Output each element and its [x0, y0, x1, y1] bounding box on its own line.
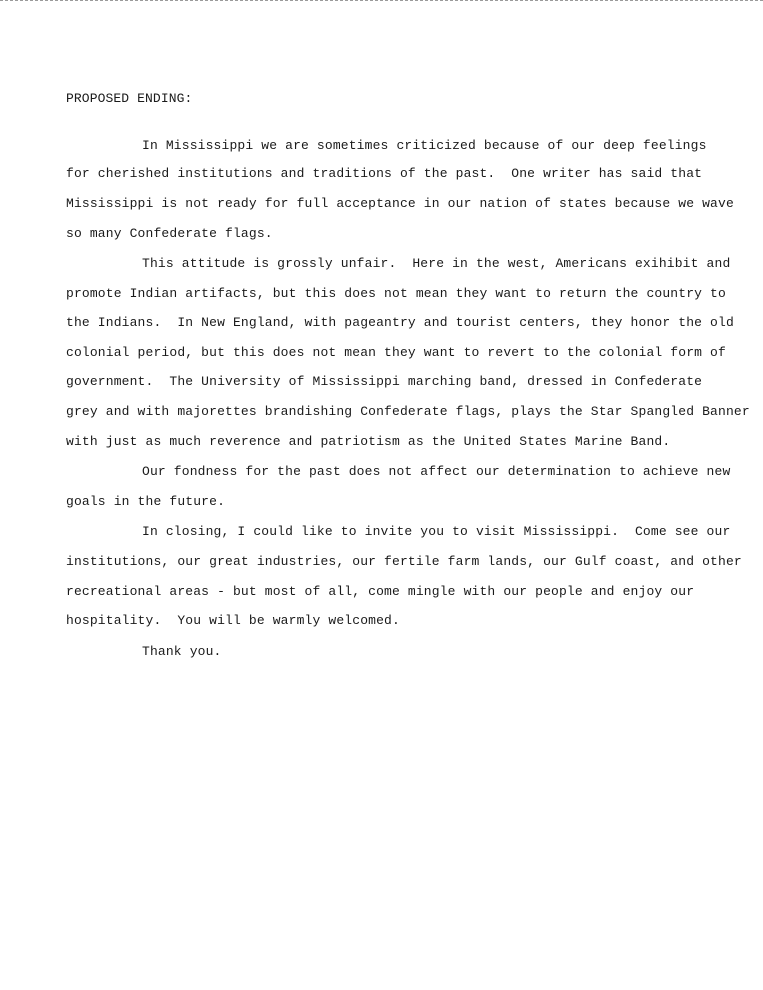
paragraph-2-line-6: grey and with majorettes brandishing Confederate flags, plays the Star Spangled Banner	[66, 404, 750, 419]
paragraph-2-line-4: colonial period, but this does not mean they want to revert to the colonial form of	[66, 345, 726, 360]
paragraph-4-line-4: hospitality. You will be warmly welcomed.	[66, 613, 400, 628]
paragraph-4-line-1: In closing, I could like to invite you to visit Mississippi. Come see our	[142, 524, 731, 539]
paragraph-2-line-3: the Indians. In New England, with pageantry and tourist centers, they honor the old	[66, 315, 734, 330]
paragraph-3-line-2: goals in the future.	[66, 494, 226, 509]
paragraph-1-line-2: for cherished institutions and traditions of the past. One writer has said that	[66, 166, 703, 181]
paragraph-4-line-3: recreational areas - but most of all, come mingle with our people and enjoy our	[66, 584, 695, 599]
paragraph-2-line-1: This attitude is grossly unfair. Here in the west, Americans exihibit and	[142, 256, 731, 271]
paragraph-2-line-5: government. The University of Mississippi marching band, dressed in Confederate	[66, 374, 703, 389]
paragraph-1-line-1: In Mississippi we are sometimes criticized because of our deep feelings	[142, 138, 707, 153]
page-heading: PROPOSED ENDING:	[66, 91, 193, 106]
paragraph-1-line-4: so many Confederate flags.	[66, 226, 273, 241]
paragraph-3-line-1: Our fondness for the past does not affect our determination to achieve new	[142, 464, 731, 479]
paragraph-2-line-2: promote Indian artifacts, but this does not mean they want to return the country to	[66, 286, 726, 301]
paragraph-4-line-2: institutions, our great industries, our fertile farm lands, our Gulf coast, and other	[66, 554, 742, 569]
paragraph-1-line-3: Mississippi is not ready for full acceptance in our nation of states because we wave	[66, 196, 734, 211]
paragraph-2-line-7: with just as much reverence and patriotism as the United States Marine Band.	[66, 434, 671, 449]
closing-line: Thank you.	[142, 644, 222, 659]
